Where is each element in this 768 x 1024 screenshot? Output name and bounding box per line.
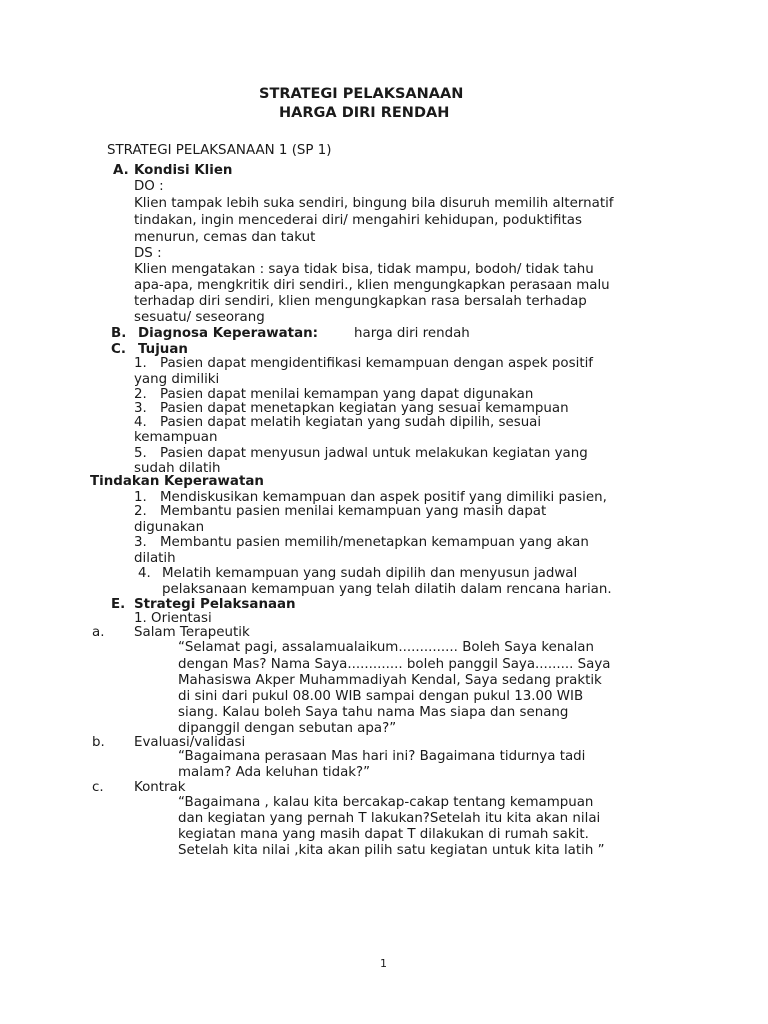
tujuan-item-number: 1. xyxy=(134,356,147,371)
tindakan-item-text: Membantu pasien memilih/menetapkan kemampuan yang akan xyxy=(160,535,589,550)
section-d-title: Tindakan Keperawatan xyxy=(90,474,264,489)
section-e-title: Strategi Pelaksanaan xyxy=(134,597,296,612)
tindakan-item-number: 4. xyxy=(138,566,151,581)
ds-line: terhadap diri sendiri, klien mengungkapkan rasa bersalah terhadap xyxy=(134,294,587,309)
tindakan-item-number: 1. xyxy=(134,490,147,505)
sub-c-marker: c. xyxy=(92,780,104,795)
ds-line: apa-apa, mengkritik diri sendiri., klien mengungkapkan perasaan malu xyxy=(134,278,610,293)
ds-line: sesuatu/ seseorang xyxy=(134,310,265,325)
tujuan-item-text: Pasien dapat menilai kemampan yang dapat digunakan xyxy=(160,387,534,402)
do-line: menurun, cemas dan takut xyxy=(134,230,316,245)
tujuan-item-text: Pasien dapat menyusun jadwal untuk melakukan kegiatan yang xyxy=(160,446,588,461)
sub-b-marker: b. xyxy=(92,735,105,750)
sp-heading: STRATEGI PELAKSANAAN 1 (SP 1) xyxy=(107,143,332,158)
tindakan-item-number: 3. xyxy=(134,535,147,550)
dialog-line: malam? Ada keluhan tidak?” xyxy=(178,765,371,780)
dialog-line: siang. Kalau boleh Saya tahu nama Mas siapa dan senang xyxy=(178,705,569,720)
dialog-line: “Bagaimana , kalau kita bercakap-cakap tentang kemampuan xyxy=(178,795,594,810)
section-a-title: Kondisi Klien xyxy=(134,163,233,178)
tindakan-item-text: pelaksanaan kemampuan yang telah dilatih dalam rencana harian. xyxy=(162,582,612,597)
section-b-value: harga diri rendah xyxy=(354,326,470,341)
do-label: DO : xyxy=(134,179,164,194)
dialog-line: Setelah kita nilai ,kita akan pilih satu kegiatan untuk kita latih ” xyxy=(178,843,605,858)
page-number: 1 xyxy=(380,957,387,970)
tujuan-item-text: kemampuan xyxy=(134,430,218,445)
sub-a-marker: a. xyxy=(92,625,105,640)
dialog-line: “Selamat pagi, assalamualaikum.............. Boleh Saya kenalan xyxy=(178,640,594,655)
tujuan-item-text: Pasien dapat menetapkan kegiatan yang sesuai kemampuan xyxy=(160,401,569,416)
tujuan-item-number: 4. xyxy=(134,415,147,430)
tujuan-item-text: yang dimiliki xyxy=(134,372,220,387)
tindakan-item-text: digunakan xyxy=(134,520,205,535)
tindakan-item-text: Membantu pasien menilai kemampuan yang masih dapat xyxy=(160,504,547,519)
sub-b-label: Evaluasi/validasi xyxy=(134,735,246,750)
tujuan-item-text: Pasien dapat melatih kegiatan yang sudah dipilih, sesuai xyxy=(160,415,542,430)
do-line: Klien tampak lebih suka sendiri, bingung bila disuruh memilih alternatif xyxy=(134,196,614,211)
section-e-marker: E. xyxy=(111,597,126,612)
tujuan-item-number: 3. xyxy=(134,401,147,416)
tindakan-item-text: Melatih kemampuan yang sudah dipilih dan menyusun jadwal xyxy=(162,566,578,581)
tujuan-item-number: 2. xyxy=(134,387,147,402)
dialog-line: kegiatan mana yang masih dapat T dilakukan di rumah sakit. xyxy=(178,827,589,842)
do-line: tindakan, ingin mencederai diri/ mengahiri kehidupan, poduktifitas xyxy=(134,213,582,228)
section-a-marker: A. xyxy=(113,163,129,178)
section-c-marker: C. xyxy=(111,342,126,357)
ds-line: Klien mengatakan : saya tidak bisa, tidak mampu, bodoh/ tidak tahu xyxy=(134,262,594,277)
section-c-title: Tujuan xyxy=(138,342,188,357)
tindakan-item-number: 2. xyxy=(134,504,147,519)
dialog-line: dipanggil dengan sebutan apa?” xyxy=(178,721,397,736)
sub-c-label: Kontrak xyxy=(134,780,186,795)
dialog-line: di sini dari pukul 08.00 WIB sampai dengan pukul 13.00 WIB xyxy=(178,689,584,704)
section-b-title: Diagnosa Keperawatan: xyxy=(138,326,318,341)
dialog-line: “Bagaimana perasaan Mas hari ini? Bagaimana tidurnya tadi xyxy=(178,749,586,764)
page-title: STRATEGI PELAKSANAAN xyxy=(259,86,464,102)
orientasi-label: 1. Orientasi xyxy=(134,611,212,626)
tujuan-item-text: sudah dilatih xyxy=(134,461,221,476)
ds-label: DS : xyxy=(134,246,162,261)
section-b-marker: B. xyxy=(111,326,127,341)
dialog-line: dan kegiatan yang pernah T lakukan?Setelah itu kita akan nilai xyxy=(178,811,601,826)
sub-a-label: Salam Terapeutik xyxy=(134,625,250,640)
tindakan-item-text: dilatih xyxy=(134,551,176,566)
page-subtitle: HARGA DIRI RENDAH xyxy=(279,105,450,121)
tindakan-item-text: Mendiskusikan kemampuan dan aspek positif yang dimiliki pasien, xyxy=(160,490,607,505)
dialog-line: dengan Mas? Nama Saya............. boleh panggil Saya......... Saya xyxy=(178,657,611,672)
tujuan-item-number: 5. xyxy=(134,446,147,461)
tujuan-item-text: Pasien dapat mengidentifikasi kemampuan dengan aspek positif xyxy=(160,356,593,371)
dialog-line: Mahasiswa Akper Muhammadiyah Kendal, Saya sedang praktik xyxy=(178,673,602,688)
